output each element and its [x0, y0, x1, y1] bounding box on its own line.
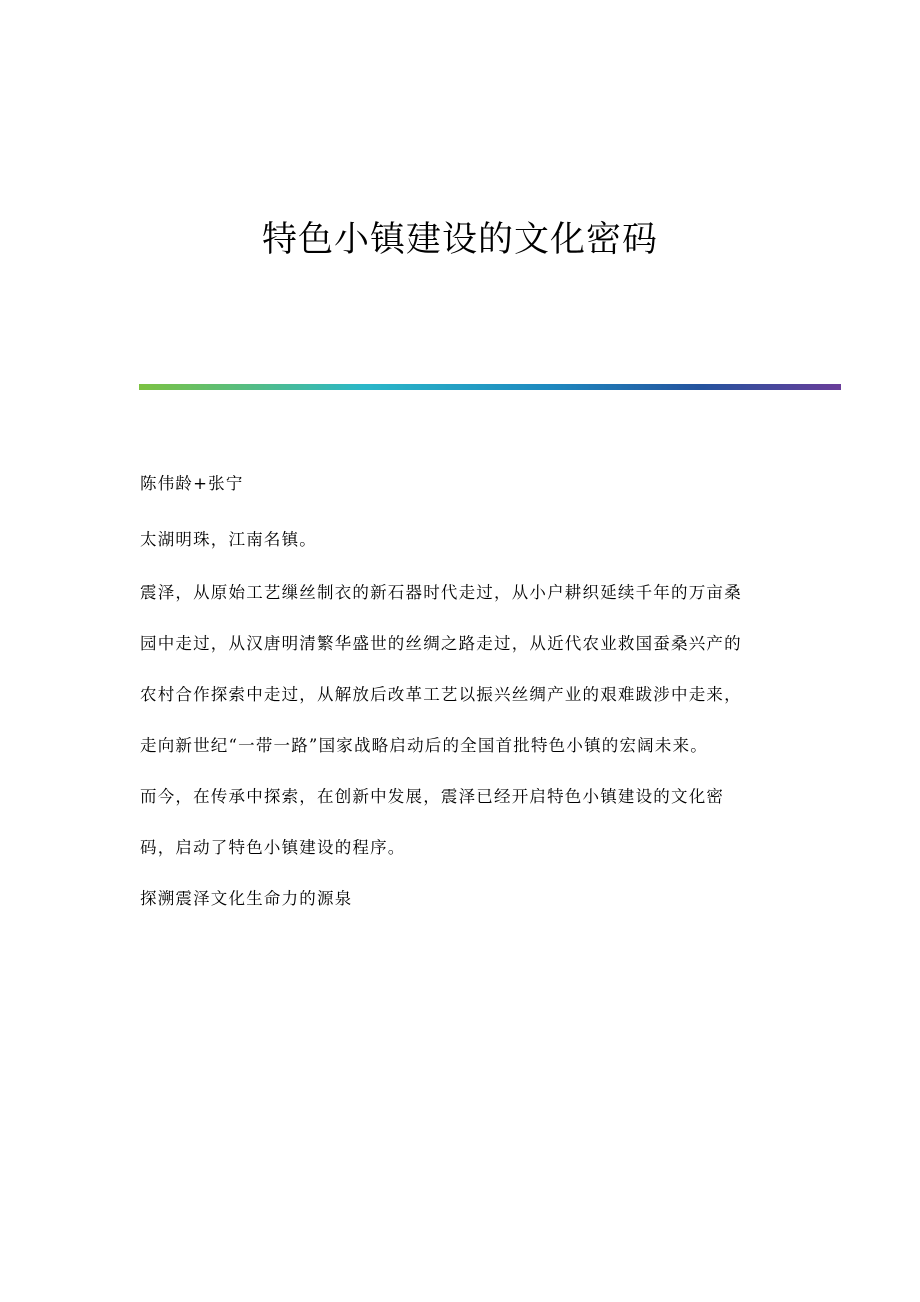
paragraph-history	[140, 567, 780, 771]
title-divider	[139, 384, 841, 390]
paragraph-line: 震泽，从原始工艺缫丝制衣的新石器时代走过，从小户耕织延续千年的万亩桑	[140, 583, 742, 602]
author-text: 陈伟龄+张宁	[140, 474, 244, 493]
paragraph-line: 太湖明珠，江南名镇。	[140, 530, 317, 549]
paragraph-intro	[140, 514, 780, 565]
paragraph-line: 走向新世纪“一带一路”国家战略启动后的全国首批特色小镇的宏阔未来。	[140, 736, 708, 755]
paragraph-line: 园中走过，从汉唐明清繁华盛世的丝绸之路走过，从近代农业救国蚕桑兴产的	[140, 634, 742, 653]
subheading-text: 探溯震泽文化生命力的源泉	[140, 889, 353, 908]
section-subheading	[140, 873, 780, 924]
paragraph-line: 农村合作探索中走过，从解放后改革工艺以振兴丝绸产业的艰难跋涉中走来，	[140, 685, 742, 704]
paragraph-line: 码，启动了特色小镇建设的程序。	[140, 838, 406, 857]
page-title: 特色小镇建设的文化密码	[261, 220, 658, 260]
author-line	[140, 458, 780, 509]
paragraph-present	[140, 771, 780, 873]
paragraph-line: 而今，在传承中探索，在创新中发展，震泽已经开启特色小镇建设的文化密	[140, 787, 725, 806]
